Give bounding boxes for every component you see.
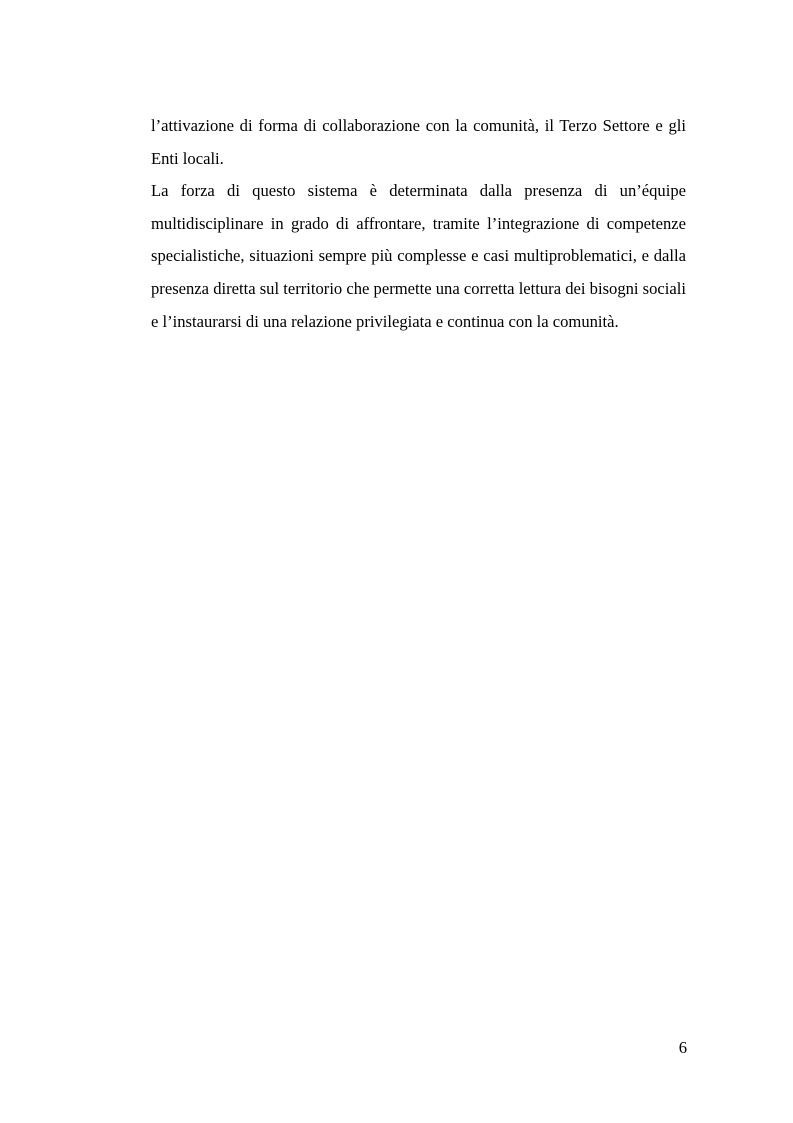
body-text xyxy=(151,110,686,338)
paragraph-collaboration: l’attivazione di forma di collaborazione con la comunità, il Terzo Settore e gli Enti locali. xyxy=(151,116,686,168)
paragraph-system-strength: La forza di questo sistema è determinata dalla presenza di un’équipe multidisciplinare in grado di affrontare, tramite l’integrazione di competenze specialistiche, situazioni sempre più complesse e casi multiproblematici, e dalla presenza diretta sul territorio che permette una corretta lettura dei bisogni sociali e l’instaurarsi di una relazione privilegiata e continua con la comunità. xyxy=(151,181,686,331)
page-number: 6 xyxy=(678,1038,687,1057)
